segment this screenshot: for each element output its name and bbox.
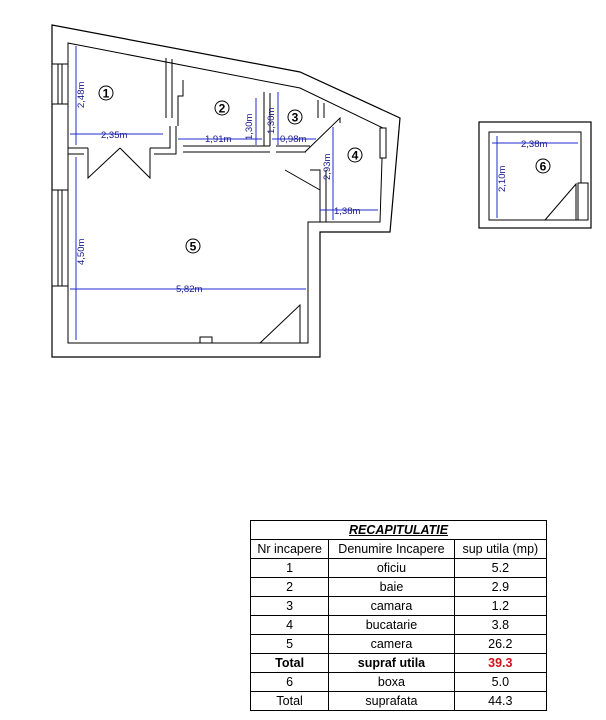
total-name: supraf utila	[329, 654, 454, 673]
room-marker-3	[288, 110, 302, 125]
table-row	[251, 597, 547, 616]
dim-r5-height: 4,50m	[76, 238, 87, 265]
room-marker-5	[186, 239, 200, 254]
summary-header-row	[251, 540, 547, 559]
cell-area: 1.2	[454, 597, 546, 616]
header-usable-area: sup utila (mp)	[454, 540, 546, 559]
svg-text:5: 5	[189, 239, 197, 254]
dim-r2-width: 1,91m	[205, 134, 232, 145]
total-usable-area: 39.3	[454, 654, 546, 673]
room-marker-6	[536, 159, 550, 174]
dim-r6-width: 2,38m	[521, 139, 548, 150]
cell-name: boxa	[329, 673, 454, 692]
dim-r4-height: 2,93m	[322, 153, 333, 180]
storage-room-walls	[479, 122, 591, 228]
grand-total-area: 44.3	[454, 692, 546, 711]
cell-name: camara	[329, 597, 454, 616]
dim-r4-width: 1,38m	[334, 206, 361, 217]
table-row	[251, 559, 547, 578]
total-label: Total	[251, 654, 329, 673]
cell-number: 2	[251, 578, 329, 597]
dim-r2-height: 1,30m	[244, 113, 255, 140]
cell-number: 4	[251, 616, 329, 635]
dim-r1-height: 2,48m	[76, 81, 87, 108]
cell-area: 26.2	[454, 635, 546, 654]
room-marker-2	[215, 101, 229, 116]
dim-r3-width: 0,98m	[280, 134, 307, 145]
cell-name: camera	[329, 635, 454, 654]
svg-text:2: 2	[218, 101, 226, 116]
cell-name: oficiu	[329, 559, 454, 578]
dim-r1-width: 2,35m	[101, 130, 128, 141]
room-marker-4	[348, 148, 362, 163]
grand-total-name: suprafata	[329, 692, 454, 711]
cell-area: 5.2	[454, 559, 546, 578]
room-marker-1	[99, 86, 113, 101]
cell-name: bucatarie	[329, 616, 454, 635]
svg-text:4: 4	[351, 148, 359, 163]
cell-number: 3	[251, 597, 329, 616]
cell-number: 6	[251, 673, 329, 692]
summary-table	[250, 520, 547, 711]
total-row	[251, 654, 547, 673]
dim-r5-width: 5,82m	[176, 284, 203, 295]
table-row	[251, 673, 547, 692]
svg-text:1: 1	[102, 86, 110, 101]
svg-text:6: 6	[539, 159, 547, 174]
cell-number: 5	[251, 635, 329, 654]
table-row	[251, 616, 547, 635]
dim-r3-height: 1,30m	[266, 107, 277, 134]
summary-title-row	[251, 521, 547, 540]
header-room-number: Nr incapere	[251, 540, 329, 559]
cell-area: 5.0	[454, 673, 546, 692]
exterior-walls	[52, 25, 400, 357]
grand-total-row	[251, 692, 547, 711]
cell-area: 3.8	[454, 616, 546, 635]
cell-name: baie	[329, 578, 454, 597]
header-room-name: Denumire Incapere	[329, 540, 454, 559]
cell-number: 1	[251, 559, 329, 578]
cell-area: 2.9	[454, 578, 546, 597]
dim-r6-height: 2,10m	[497, 165, 508, 192]
table-row	[251, 578, 547, 597]
grand-total-label: Total	[251, 692, 329, 711]
table-row	[251, 635, 547, 654]
svg-text:3: 3	[291, 110, 299, 125]
summary-title: RECAPITULATIE	[251, 521, 547, 540]
